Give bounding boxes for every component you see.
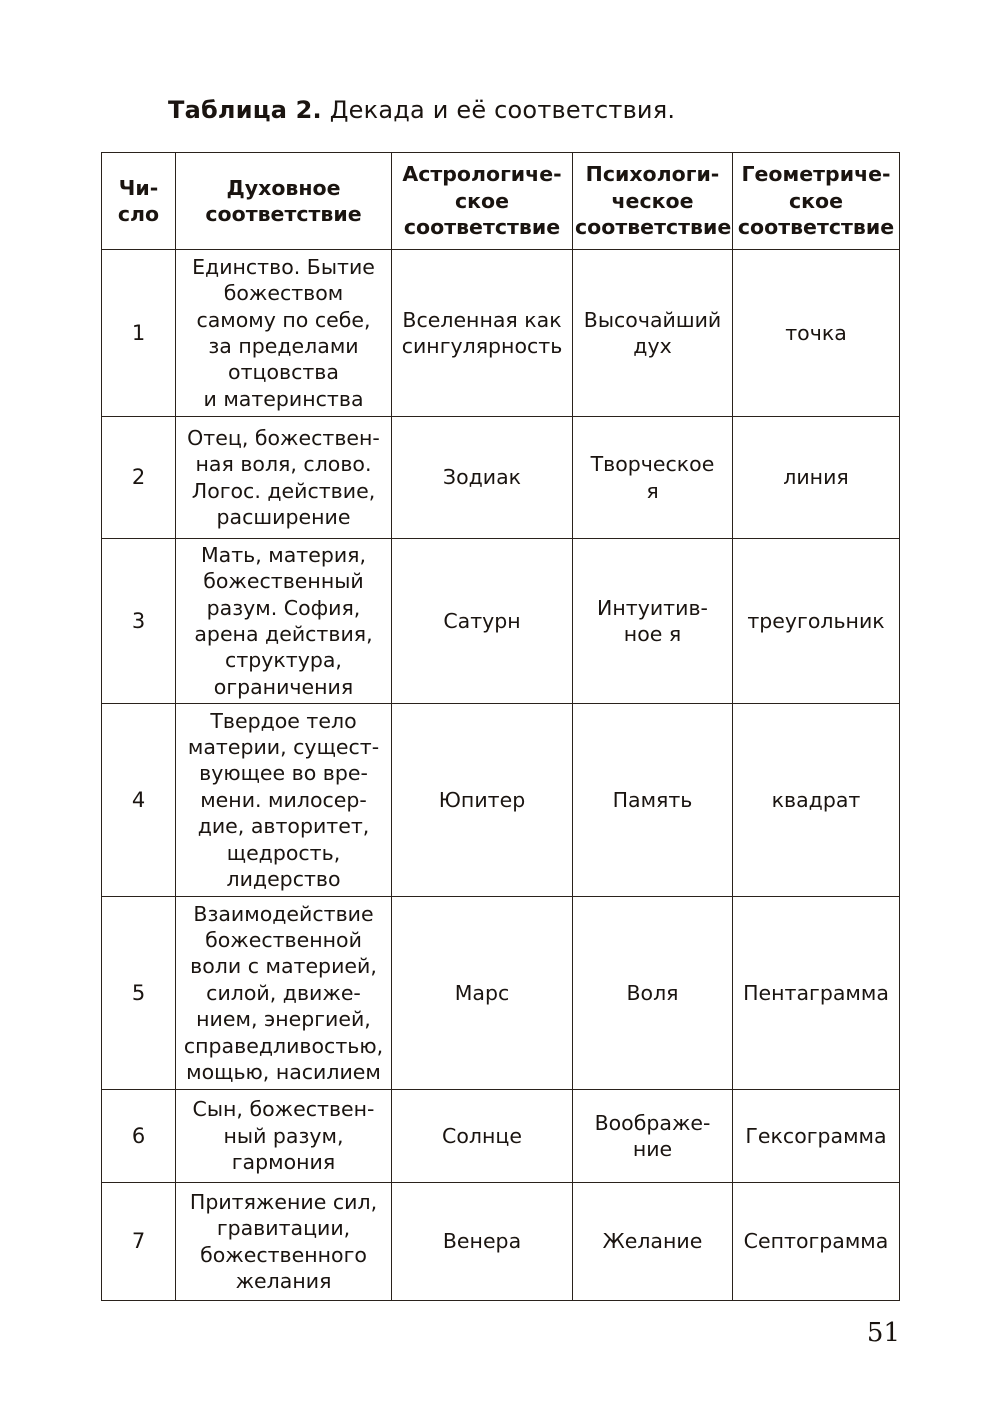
cell-psychological: Интуитив- ное я [573, 539, 733, 704]
cell-number: 7 [102, 1183, 176, 1301]
header-spiritual: Духовное соответствие [176, 153, 392, 250]
cell-astrological: Юпитер [392, 704, 573, 897]
cell-astrological: Сатурн [392, 539, 573, 704]
table-row [102, 1090, 900, 1183]
table-row [102, 897, 900, 1090]
cell-geometric: треугольник [733, 539, 900, 704]
cell-geometric: линия [733, 417, 900, 539]
page-number: 51 [866, 1318, 900, 1348]
header-number: Чи- сло [102, 153, 176, 250]
cell-spiritual: Притяжение сил, гравитации, божественного желания [176, 1183, 392, 1301]
cell-number: 4 [102, 704, 176, 897]
header-astrological: Астрологиче- ское соответствие [392, 153, 573, 250]
cell-astrological: Марс [392, 897, 573, 1090]
cell-astrological: Зодиак [392, 417, 573, 539]
cell-spiritual: Взаимодействие божественной воли с материей, силой, движе- нием, энергией, справедливостью, мощью, насилием [176, 897, 392, 1090]
cell-geometric: Пентаграмма [733, 897, 900, 1090]
cell-spiritual: Сын, божествен- ный разум, гармония [176, 1090, 392, 1183]
cell-psychological: Память [573, 704, 733, 897]
cell-astrological: Вселенная как сингулярность [392, 250, 573, 417]
table-row [102, 250, 900, 417]
cell-geometric: Септограмма [733, 1183, 900, 1301]
table-row [102, 704, 900, 897]
header-geometric: Геометриче- ское соответствие [733, 153, 900, 250]
cell-spiritual: Мать, материя, божественный разум. София, арена действия, структура, ограничения [176, 539, 392, 704]
cell-number: 6 [102, 1090, 176, 1183]
caption-text: Декада и её соответствия. [329, 96, 676, 124]
cell-psychological: Творческое я [573, 417, 733, 539]
table-header-row [102, 153, 900, 250]
cell-spiritual: Единство. Бытие божеством самому по себе, за пределами отцовства и материнства [176, 250, 392, 417]
table-row [102, 539, 900, 704]
decade-correspondence-table [101, 152, 900, 1301]
cell-number: 3 [102, 539, 176, 704]
cell-spiritual: Отец, божествен- ная воля, слово. Логос. действие, расширение [176, 417, 392, 539]
table-row [102, 1183, 900, 1301]
cell-psychological: Высочайший дух [573, 250, 733, 417]
cell-geometric: точка [733, 250, 900, 417]
cell-number: 5 [102, 897, 176, 1090]
header-psychological: Психологи- ческое соответствие [573, 153, 733, 250]
table-caption [168, 96, 675, 124]
cell-psychological: Желание [573, 1183, 733, 1301]
cell-number: 2 [102, 417, 176, 539]
cell-number: 1 [102, 250, 176, 417]
cell-geometric: Гексограмма [733, 1090, 900, 1183]
cell-psychological: Воображе- ние [573, 1090, 733, 1183]
table-row [102, 417, 900, 539]
caption-label: Таблица 2. [168, 96, 322, 124]
cell-astrological: Солнце [392, 1090, 573, 1183]
cell-psychological: Воля [573, 897, 733, 1090]
cell-spiritual: Твердое тело материи, сущест- вующее во вре- мени. милосер- дие, авторитет, щедрость, лидерство [176, 704, 392, 897]
cell-geometric: квадрат [733, 704, 900, 897]
cell-astrological: Венера [392, 1183, 573, 1301]
